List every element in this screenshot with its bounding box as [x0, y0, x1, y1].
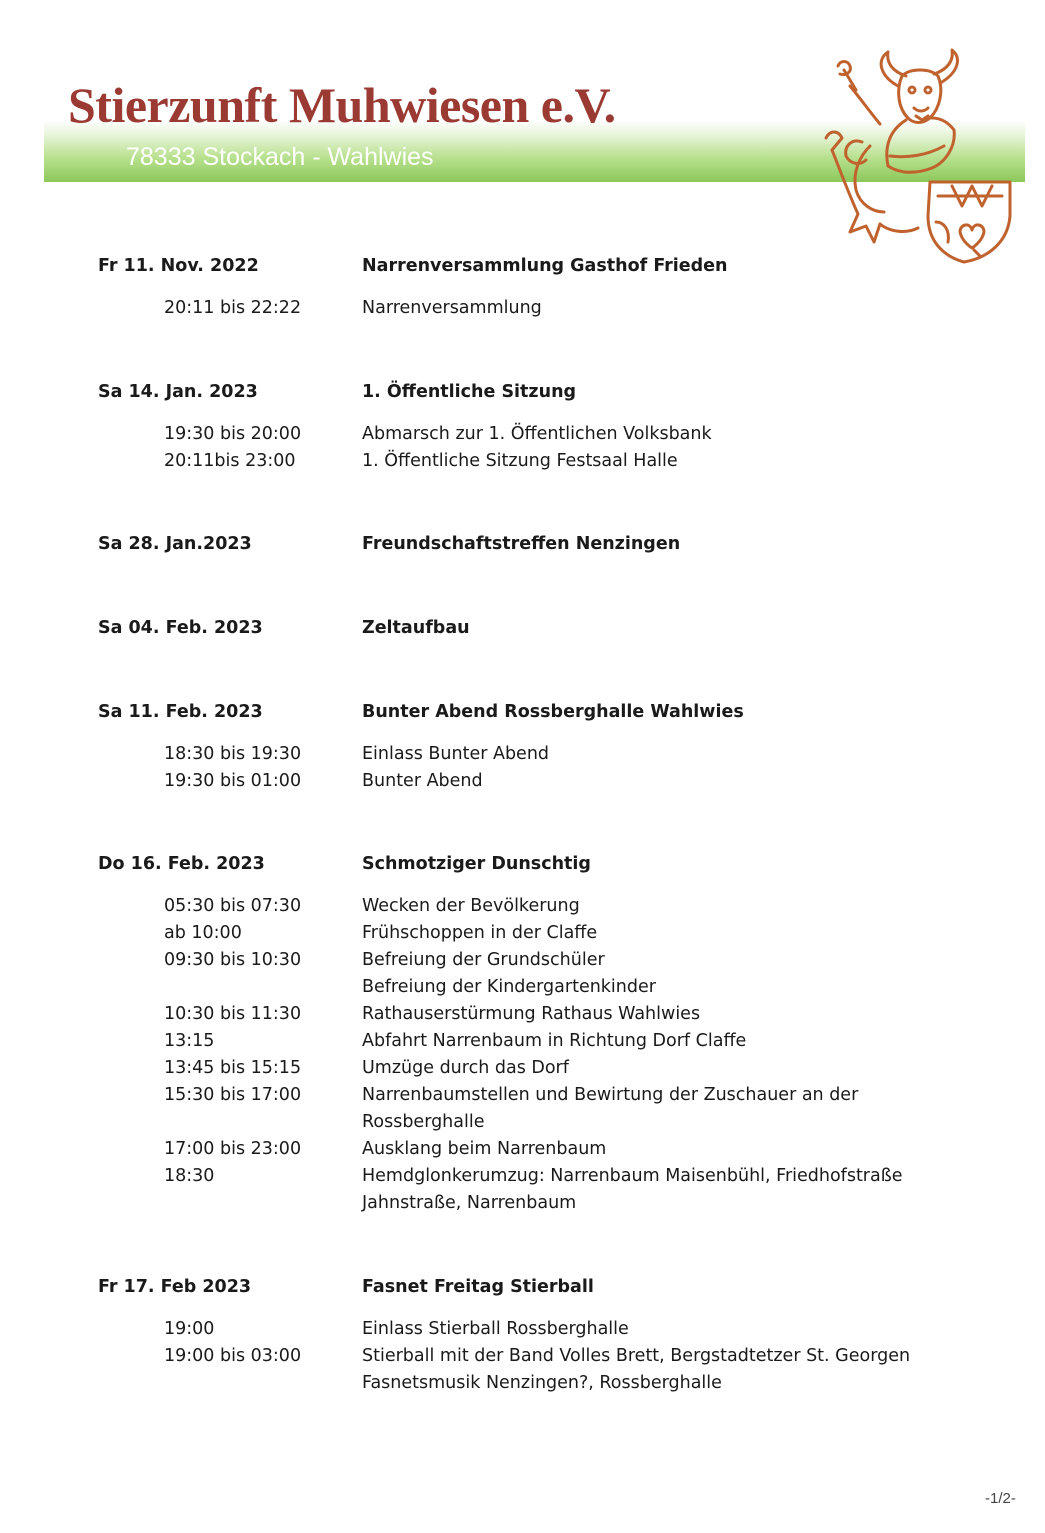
item-description: Hemdglonkerumzug: Narrenbaum Maisenbühl, Friedhofstraße — [362, 1166, 903, 1186]
schedule-item — [0, 947, 1045, 974]
schedule-item — [0, 974, 1045, 1001]
event-header — [0, 699, 1045, 726]
schedule-item — [0, 893, 1045, 920]
event-block — [0, 379, 1045, 475]
schedule-item — [0, 1370, 1045, 1397]
item-time: 19:00 — [164, 1319, 215, 1339]
item-time: 20:11 bis 22:22 — [164, 298, 302, 318]
schedule-item — [0, 1190, 1045, 1217]
schedule-item — [0, 1136, 1045, 1163]
schedule-item — [0, 1082, 1045, 1109]
event-title: Freundschaftstreffen Nenzingen — [362, 534, 681, 554]
item-description: Einlass Stierball Rossberghalle — [362, 1319, 629, 1339]
item-description: Jahnstraße, Narrenbaum — [362, 1193, 577, 1213]
item-description: Abmarsch zur 1. Öffentlichen Volksbank — [362, 424, 712, 444]
event-block — [0, 531, 1045, 558]
item-description: 1. Öffentliche Sitzung Festsaal Halle — [362, 451, 678, 471]
org-title: Stierzunft Muhwiesen e.V. — [68, 77, 616, 133]
item-time: 10:30 bis 11:30 — [164, 1004, 302, 1024]
schedule-item — [0, 448, 1045, 475]
item-time: 19:00 bis 03:00 — [164, 1346, 302, 1366]
event-title: Zeltaufbau — [362, 618, 470, 638]
item-time: 15:30 bis 17:00 — [164, 1085, 302, 1105]
schedule-item — [0, 1028, 1045, 1055]
event-header — [0, 379, 1045, 406]
item-description: Stierball mit der Band Volles Brett, Bergstadtetzer St. Georgen — [362, 1346, 911, 1366]
item-time: 05:30 bis 07:30 — [164, 896, 302, 916]
event-header — [0, 1274, 1045, 1301]
item-time: 20:11bis 23:00 — [164, 451, 296, 471]
event-title: 1. Öffentliche Sitzung — [362, 382, 577, 402]
event-title: Fasnet Freitag Stierball — [362, 1277, 594, 1297]
item-time: 13:45 bis 15:15 — [164, 1058, 302, 1078]
item-description: Befreiung der Grundschüler — [362, 950, 605, 970]
event-title: Bunter Abend Rossberghalle Wahlwies — [362, 702, 744, 722]
item-description: Narrenversammlung — [362, 298, 542, 318]
schedule-item — [0, 1055, 1045, 1082]
event-block — [0, 1274, 1045, 1397]
schedule-item — [0, 421, 1045, 448]
event-block — [0, 699, 1045, 795]
item-time: 19:30 bis 01:00 — [164, 771, 302, 791]
item-description: Bunter Abend — [362, 771, 483, 791]
schedule-item — [0, 741, 1045, 768]
event-date: Do 16. Feb. 2023 — [98, 854, 265, 874]
event-title: Narrenversammlung Gasthof Frieden — [362, 256, 728, 276]
item-description: Einlass Bunter Abend — [362, 744, 550, 764]
item-description: Befreiung der Kindergartenkinder — [362, 977, 656, 997]
event-title: Schmotziger Dunschtig — [362, 854, 591, 874]
schedule-item — [0, 1316, 1045, 1343]
item-description: Fasnetsmusik Nenzingen?, Rossberghalle — [362, 1373, 722, 1393]
event-block — [0, 253, 1045, 322]
item-time: 19:30 bis 20:00 — [164, 424, 302, 444]
item-time: 09:30 bis 10:30 — [164, 950, 302, 970]
item-description: Narrenbaumstellen und Bewirtung der Zuschauer an der — [362, 1085, 859, 1105]
item-description: Frühschoppen in der Claffe — [362, 923, 598, 943]
item-description: Umzüge durch das Dorf — [362, 1058, 569, 1078]
event-block — [0, 615, 1045, 642]
schedule-item — [0, 295, 1045, 322]
event-header — [0, 531, 1045, 558]
page-number: -1/2- — [985, 1490, 1016, 1507]
event-header — [0, 851, 1045, 878]
event-date: Sa 04. Feb. 2023 — [98, 618, 263, 638]
event-header — [0, 615, 1045, 642]
item-time: 13:15 — [164, 1031, 215, 1051]
item-description: Rathauserstürmung Rathaus Wahlwies — [362, 1004, 701, 1024]
item-description: Ausklang beim Narrenbaum — [362, 1139, 607, 1159]
event-date: Sa 28. Jan.2023 — [98, 534, 252, 554]
schedule-item — [0, 1109, 1045, 1136]
item-time: 18:30 — [164, 1166, 215, 1186]
event-date: Sa 11. Feb. 2023 — [98, 702, 263, 722]
schedule-item — [0, 1343, 1045, 1370]
item-description: Rossberghalle — [362, 1112, 485, 1132]
item-time: ab 10:00 — [164, 923, 242, 943]
schedule-item — [0, 768, 1045, 795]
event-block — [0, 851, 1045, 1217]
schedule-item — [0, 1163, 1045, 1190]
event-date: Fr 17. Feb 2023 — [98, 1277, 252, 1297]
event-header — [0, 253, 1045, 280]
schedule-item — [0, 920, 1045, 947]
schedule-item — [0, 1001, 1045, 1028]
item-description: Abfahrt Narrenbaum in Richtung Dorf Claffe — [362, 1031, 747, 1051]
event-date: Sa 14. Jan. 2023 — [98, 382, 258, 402]
org-address: 78333 Stockach - Wahlwies — [126, 143, 434, 171]
event-date: Fr 11. Nov. 2022 — [98, 256, 259, 276]
item-time: 18:30 bis 19:30 — [164, 744, 302, 764]
item-description: Wecken der Bevölkerung — [362, 896, 580, 916]
item-time: 17:00 bis 23:00 — [164, 1139, 302, 1159]
